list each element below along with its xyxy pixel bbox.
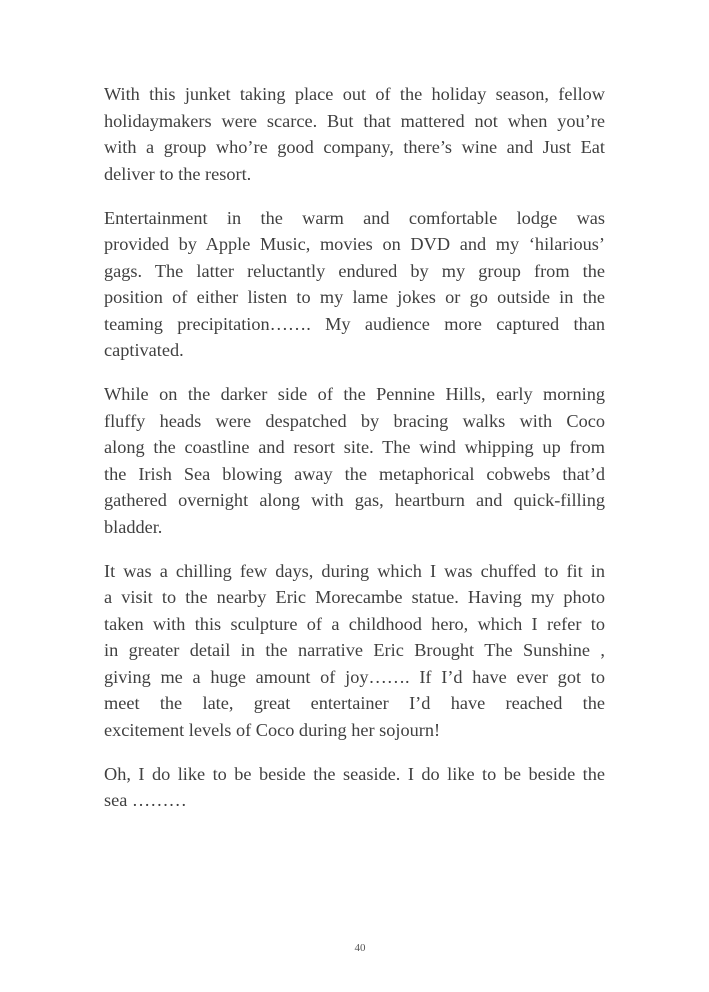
paragraph — [104, 205, 605, 364]
text-line: taken with this sculpture of a childhood hero, which I refer to — [104, 613, 605, 634]
text-line: holidaymakers were scarce. But that mattered not when you’re — [104, 110, 605, 131]
text-line: the Irish Sea blowing away the metaphorical cobwebs that’d — [104, 463, 605, 484]
paragraph — [104, 761, 605, 814]
text-line: provided by Apple Music, movies on DVD and my ‘hilarious’ — [104, 234, 605, 254]
text-line: Oh, I do like to be beside the seaside. I do like to be beside the — [104, 763, 605, 784]
text-line: While on the darker side of the Pennine Hills, early morning — [104, 384, 605, 404]
paragraph — [104, 558, 605, 744]
text-line: bladder. — [104, 516, 163, 537]
text-line: meet the late, great entertainer I’d have reached the — [104, 693, 605, 713]
text-line: with a group who’re good company, there’s wine and Just Eat — [104, 137, 605, 157]
text-line: fluffy heads were despatched by bracing walks with Coco — [104, 410, 605, 431]
text-line: gathered overnight along with gas, heartburn and quick-filling — [104, 490, 605, 510]
text-line: Entertainment in the warm and comfortable lodge was — [104, 207, 605, 228]
text-line: along the coastline and resort site. The wind whipping up from — [104, 437, 605, 457]
text-line: excitement levels of Coco during her sojourn! — [104, 719, 441, 740]
text-line: captivated. — [104, 340, 184, 360]
text-line: teaming precipitation……. My audience more captured than — [104, 313, 605, 334]
text-line: giving me a huge amount of joy……. If I’d have ever got to — [104, 666, 605, 687]
text-line: a visit to the nearby Eric Morecambe statue. Having my photo — [104, 587, 605, 607]
paragraph — [104, 381, 605, 540]
text-line: in greater detail in the narrative Eric Brought The Sunshine , — [104, 640, 605, 660]
page-number: 40 — [354, 942, 366, 954]
text-line: sea ……… — [104, 790, 187, 810]
page-body — [104, 81, 605, 831]
text-line: deliver to the resort. — [104, 163, 252, 184]
text-line: It was a chilling few days, during which I was chuffed to fit in — [104, 560, 605, 581]
text-line: With this junket taking place out of the holiday season, fellow — [104, 84, 605, 104]
text-line: position of either listen to my lame jokes or go outside in the — [104, 287, 605, 307]
paragraph — [104, 81, 605, 187]
text-line: gags. The latter reluctantly endured by my group from the — [104, 260, 605, 281]
